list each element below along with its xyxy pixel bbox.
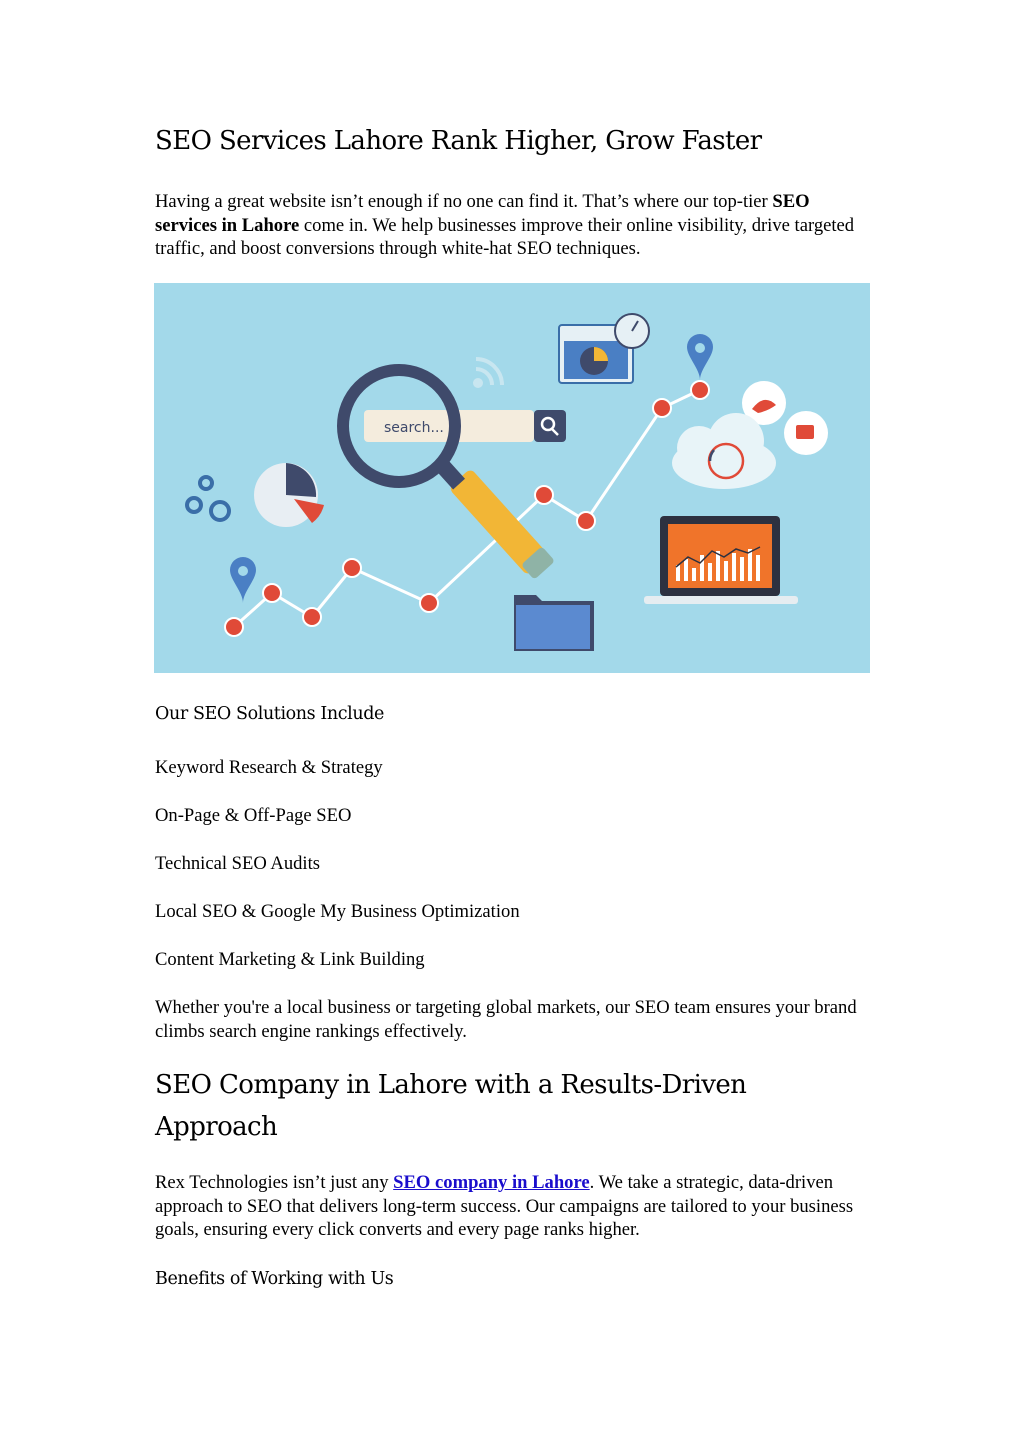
page-title: SEO Services Lahore Rank Higher, Grow Faster (155, 126, 762, 156)
speedometer-icon (615, 314, 649, 348)
map-pin-icon (687, 334, 713, 380)
intro-text-2: come in. We help businesses improve their online visibility, drive targeted traffic, and boost conversions through white-hat SEO techniques. (155, 214, 855, 259)
solution-item: On-Page & Off-Page SEO (155, 805, 352, 826)
company-heading: SEO Company in Lahore with a Results-Driven Approach (155, 1070, 747, 1142)
solution-item: Local SEO & Google My Business Optimization (155, 901, 520, 922)
intro-paragraph (155, 190, 870, 261)
map-pin-icon (230, 557, 256, 603)
folder-icon (514, 595, 594, 651)
seo-company-link[interactable]: SEO company in Lahore (393, 1172, 590, 1193)
thumbs-up-chat-bubble-icon (784, 411, 828, 455)
solution-item: Content Marketing & Link Building (155, 949, 425, 970)
search-placeholder: search... (384, 420, 444, 436)
intro-text-1: Having a great website isn’t enough if no one can find it. That’s where our top-tier (155, 191, 773, 212)
signal-icon (475, 359, 502, 386)
solutions-heading: Our SEO Solutions Include (155, 704, 385, 724)
laptop-chart-icon (644, 516, 798, 604)
pie-chart-icon (254, 463, 324, 527)
seo-illustration (154, 283, 870, 673)
benefits-heading: Benefits of Working with Us (155, 1269, 394, 1289)
magnifying-glass-icon (343, 370, 555, 580)
gears-icon (187, 477, 229, 520)
solution-item: Technical SEO Audits (155, 853, 320, 874)
company-text-1: Rex Technologies isn’t just any (155, 1172, 394, 1193)
intro-bold-text: SEO services in Lahore (155, 191, 810, 236)
company-text-2: . We take a strategic, data-driven approach to SEO that delivers long-term success. Our campaigns are tailored to your business goals, ensuring every click converts and every page ranks higher. (155, 1172, 854, 1240)
solution-item: Keyword Research & Strategy (155, 757, 383, 778)
search-bar (364, 410, 566, 442)
company-paragraph (155, 1171, 870, 1242)
solutions-closing-paragraph: Whether you're a local business or targeting global markets, our SEO team ensures your brand climbs search engine rankings effectively. (155, 997, 857, 1042)
